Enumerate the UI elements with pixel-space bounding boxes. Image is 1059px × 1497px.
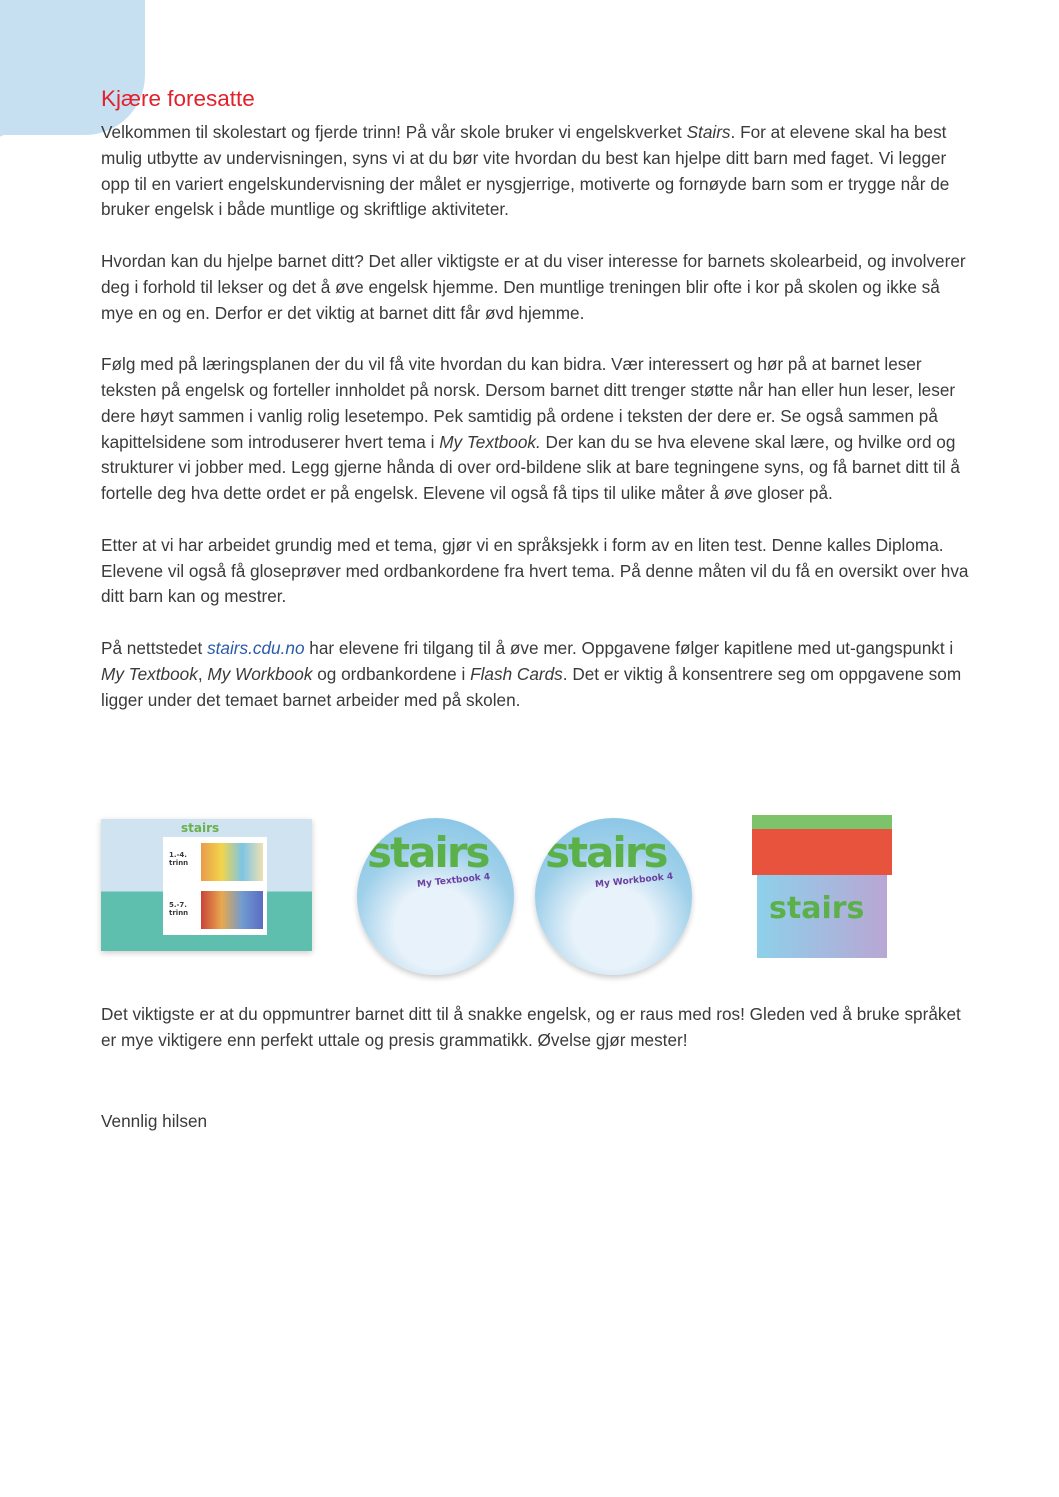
paragraph-learning-plan	[101, 352, 969, 507]
cover-subtitle: My Textbook 4	[416, 872, 491, 890]
textbook-cover	[357, 818, 514, 975]
paragraph-help: Hvordan kan du hjelpe barnet ditt? Det aller viktigste er at du viser interesse for barnets skolearbeid, og involverer deg i forhold til lekser og det å øve engelsk hjemme. Den muntlige treningen blir ofte i kor på skolen og ikke så mye en og en. Derfor er det viktig at barnet ditt får øvd hjemme.	[101, 250, 966, 323]
product-images	[101, 815, 901, 960]
book-title: Stairs	[686, 122, 731, 142]
text: På nettstedet	[101, 637, 208, 658]
page-title: Kjære foresatte	[101, 86, 255, 111]
text: har elevene fri tilgang til å øve mer. Oppgavene følger kapitlene med ut-gangspunkt i	[304, 637, 954, 658]
logo: stairs	[545, 828, 667, 877]
text: ,	[197, 663, 208, 684]
text: . Det er viktig å konsentrere seg om oppgavene som ligger under det temaet barnet arbeider med på skolen.	[101, 663, 962, 710]
paragraph-website	[101, 636, 969, 713]
book-title: My Textbook.	[439, 431, 541, 452]
paragraph-closing: Det viktigste er at du oppmuntrer barnet ditt til å snakke engelsk, og er raus med ros! Gleden ved å bruke språket er mye viktigere enn perfekt uttale og presis grammatikk. Øvelse gjør mester!	[101, 1004, 961, 1050]
flash-cards-box	[752, 815, 892, 958]
grade-label: 1.-4. trinn	[169, 851, 189, 867]
text: og ordbankordene i	[312, 663, 471, 684]
logo: stairs	[367, 828, 489, 877]
website-screenshot	[101, 819, 312, 951]
website-link[interactable]: stairs.cdu.no	[207, 637, 305, 658]
logo: stairs	[181, 821, 220, 835]
text: Følg med på læringsplanen der du vil få vite hvordan du kan bidra. Vær interessert og hør på at barnet leser teksten på engelsk og forteller innholdet på norsk. Dersom barnet ditt trenger støtte når han eller hun leser, leser dere høyt sammen i vanlig rolig lesetempo. Pek samtidig på ordene i teksten der dere er. Se også sammen på kapittelsidene som introduserer hvert tema i	[101, 354, 956, 452]
books-thumbnail	[201, 891, 263, 929]
grade-label: 5.-7. trinn	[169, 901, 189, 917]
workbook-cover	[535, 818, 692, 975]
paragraph-tests: Etter at vi har arbeidet grundig med et tema, gjør vi en språksjekk i form av en liten test. Denne kalles Diploma. Elevene vil også få gloseprøver med ordbankordene fra hvert tema. På denne måten vil du få en oversikt over hva ditt barn kan og mestrer.	[101, 534, 969, 607]
text: Velkommen til skolestart og fjerde trinn! På vår skole bruker vi engelskverket	[101, 122, 687, 142]
books-thumbnail	[201, 843, 263, 881]
cover-subtitle: My Workbook 4	[594, 871, 674, 891]
text: Der kan du se hva elevene skal lære, og hvilke ord og strukturer vi jobber med. Legg gjerne hånda di over ord-bildene slik at bare tegningene syns, og få barnet ditt til å fortelle deg hva dette ordet er på engelsk. Elevene vil også få tips til ulike måter å øve gloser på.	[101, 431, 960, 504]
box-body	[757, 875, 887, 958]
book-title: My Textbook	[101, 663, 198, 684]
box-lid	[752, 815, 892, 875]
signoff: Vennlig hilsen	[101, 1111, 208, 1131]
logo: stairs	[769, 891, 865, 926]
letter-body	[101, 120, 969, 739]
grade-panel	[163, 837, 267, 935]
book-title: My Workbook	[207, 663, 313, 684]
paragraph-intro	[101, 120, 969, 223]
book-title: Flash Cards	[470, 663, 563, 684]
text: . For at elevene skal ha best mulig utbytte av undervisningen, syns vi at du bør vite hvordan du best kan hjelpe ditt barn med faget. Vi legger opp til en variert engelskundervisning der målet er nysgjerrige, motiverte og fornøyde barn som er trygge når de bruker engelsk i både muntlige og skriftlige aktiviteter.	[101, 122, 950, 220]
